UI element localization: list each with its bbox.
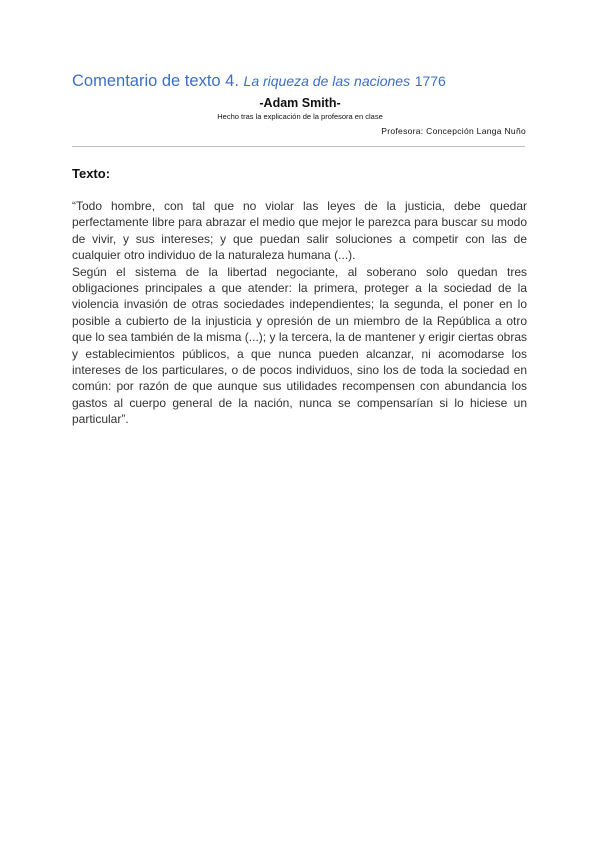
title-year: 1776: [414, 73, 446, 89]
author-name: -Adam Smith-: [259, 96, 341, 110]
document-title: [72, 72, 446, 91]
paragraph-1: “Todo hombre, con tal que no violar las leyes de la justicia, debe quedar perfectamente libre para abrazar el medio que mejor le parezca para buscar su modo de vivir, y sus intereses; y que puedan salir soluciones a competir con las de cualquier otro individuo de la naturaleza humana (...).: [72, 199, 527, 263]
quote-body: [72, 198, 527, 428]
paragraph-2: Según el sistema de la libertad negociante, al soberano solo quedan tres obligaciones principales a que atender: la primera, proteger a la sociedad de la violencia invasión de otras sociedades independientes; la segunda, el poner en lo posible a cubierto de la injusticia y opresión de un miembro de la República a otro que lo sea también de la misma (...); y la tercera, la de mantener y erigir ciertas obras y establecimientos públicos, a que nunca pueden alcanzar, ni acomodarse los intereses de los particulares, o de pocos individuos, sino los de toda la sociedad en común: por razón de que aunque sus utilidades recompensen con abundancia los gastos al cuerpo general de la nación, nunca se compensarían si lo hiciese un particular”.: [72, 264, 527, 427]
section-heading: Texto:: [72, 166, 111, 181]
title-book: La riqueza de las naciones: [243, 73, 411, 89]
subtitle-note: Hecho tras la explicación de la profesora en clase: [217, 112, 383, 121]
header-divider: [72, 146, 525, 147]
title-main: Comentario de texto 4.: [72, 72, 239, 90]
teacher-line: Profesora: Concepción Langa Nuño: [381, 126, 526, 136]
